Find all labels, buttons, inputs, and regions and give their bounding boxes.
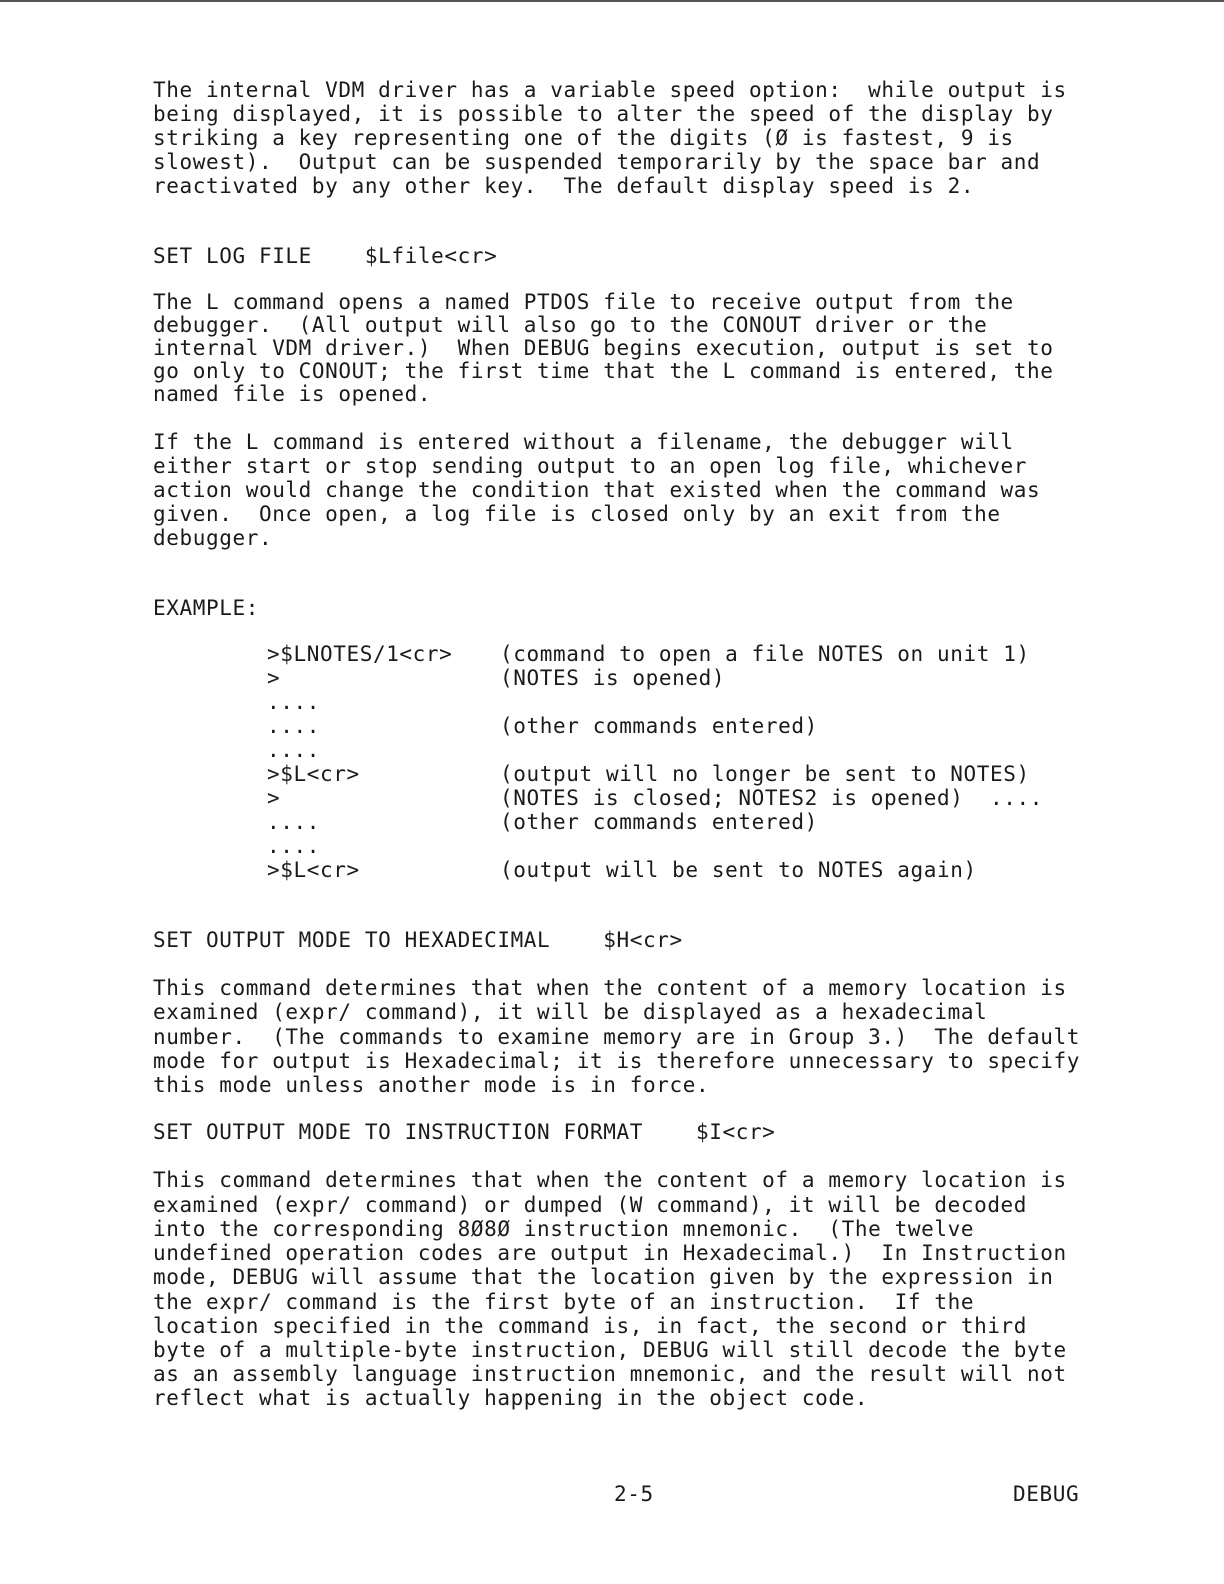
example-row	[267, 810, 1173, 834]
example-row	[267, 834, 1173, 858]
example-note	[500, 834, 1173, 858]
hex-mode-paragraph: This command determines that when the content of a memory location is examined (expr/ command), it will be displayed as a hexadecimal number. (The commands to examine memory are in Group 3.) The default mode for output is Hexadecimal; it is therefore unnecessary to specify this mode unless another mode is in force.	[153, 976, 1081, 1098]
top-border	[0, 0, 1224, 2]
example-row	[267, 642, 1173, 666]
example-row	[267, 666, 1173, 690]
hex-mode-heading: SET OUTPUT MODE TO HEXADECIMAL $H<cr>	[153, 928, 683, 952]
example-command: >	[267, 786, 281, 810]
log-file-paragraph-1: The L command opens a named PTDOS file to receive output from the debugger. (All output will also go to the CONOUT driver or the internal VDM driver.) When DEBUG begins execution, output is set to go only to CONOUT; the first time that the L command is entered, the named file is opened.	[153, 290, 1054, 406]
example-command: >$LNOTES/1<cr>	[267, 642, 453, 666]
example-command: >$L<cr>	[267, 858, 360, 882]
example-note: (command to open a file NOTES on unit 1)	[500, 642, 1030, 666]
example-row	[267, 714, 1173, 738]
example-note: (output will be sent to NOTES again)	[500, 858, 977, 882]
intro-paragraph: The internal VDM driver has a variable speed option: while output is being displayed, it is possible to alter the speed of the display by striking a key representing one of the digits (Ø is fastest, 9 is slowest). Output can be suspended temporarily by the space bar and reactivated by any other key. The default display speed is 2.	[153, 78, 1067, 198]
example-note: (other commands entered)	[500, 714, 818, 738]
example-command: ....	[267, 738, 320, 762]
example-note	[500, 690, 1173, 714]
example-command: >	[267, 666, 281, 690]
example-command: ....	[267, 690, 320, 714]
example-note: (NOTES is closed; NOTES2 is opened) ....	[500, 786, 1043, 810]
example-command: ....	[267, 714, 320, 738]
footer-page-number: 2-5	[614, 1482, 654, 1506]
instruction-mode-paragraph: This command determines that when the content of a memory location is examined (expr/ command) or dumped (W command), it will be decoded into the corresponding 8Ø8Ø instruction mnemonic. (The twelve undefined operation codes are output in Hexadecimal.) In Instruction mode, DEBUG will assume that the location given by the expression in the expr/ command is the first byte of an instruction. If the location specified in the command is, in fact, the second or third byte of a multiple-byte instruction, DEBUG will still decode the byte as an assembly language instruction mnemonic, and the result will not reflect what is actually happening in the object code.	[153, 1168, 1067, 1411]
example-note: (output will no longer be sent to NOTES)	[500, 762, 1030, 786]
example-row	[267, 786, 1173, 810]
example-row	[267, 858, 1173, 882]
example-row	[267, 738, 1173, 762]
log-file-heading: SET LOG FILE $Lfile<cr>	[153, 244, 498, 268]
example-command: ....	[267, 810, 320, 834]
example-command: >$L<cr>	[267, 762, 360, 786]
example-note: (other commands entered)	[500, 810, 818, 834]
document-page	[153, 78, 1173, 1411]
example-label: EXAMPLE:	[153, 596, 259, 620]
log-file-paragraph-2: If the L command is entered without a filename, the debugger will either start or stop sending output to an open log file, whichever action would change the condition that existed when the command was given. Once open, a log file is closed only by an exit from the debugger.	[153, 430, 1041, 550]
example-row	[267, 690, 1173, 714]
example-row	[267, 762, 1173, 786]
example-command: ....	[267, 834, 320, 858]
example-listing	[267, 642, 1173, 882]
instruction-mode-heading: SET OUTPUT MODE TO INSTRUCTION FORMAT $I<cr>	[153, 1120, 776, 1145]
example-note: (NOTES is opened)	[500, 666, 726, 690]
footer-section-title: DEBUG	[1013, 1482, 1080, 1506]
example-note	[500, 738, 1173, 762]
